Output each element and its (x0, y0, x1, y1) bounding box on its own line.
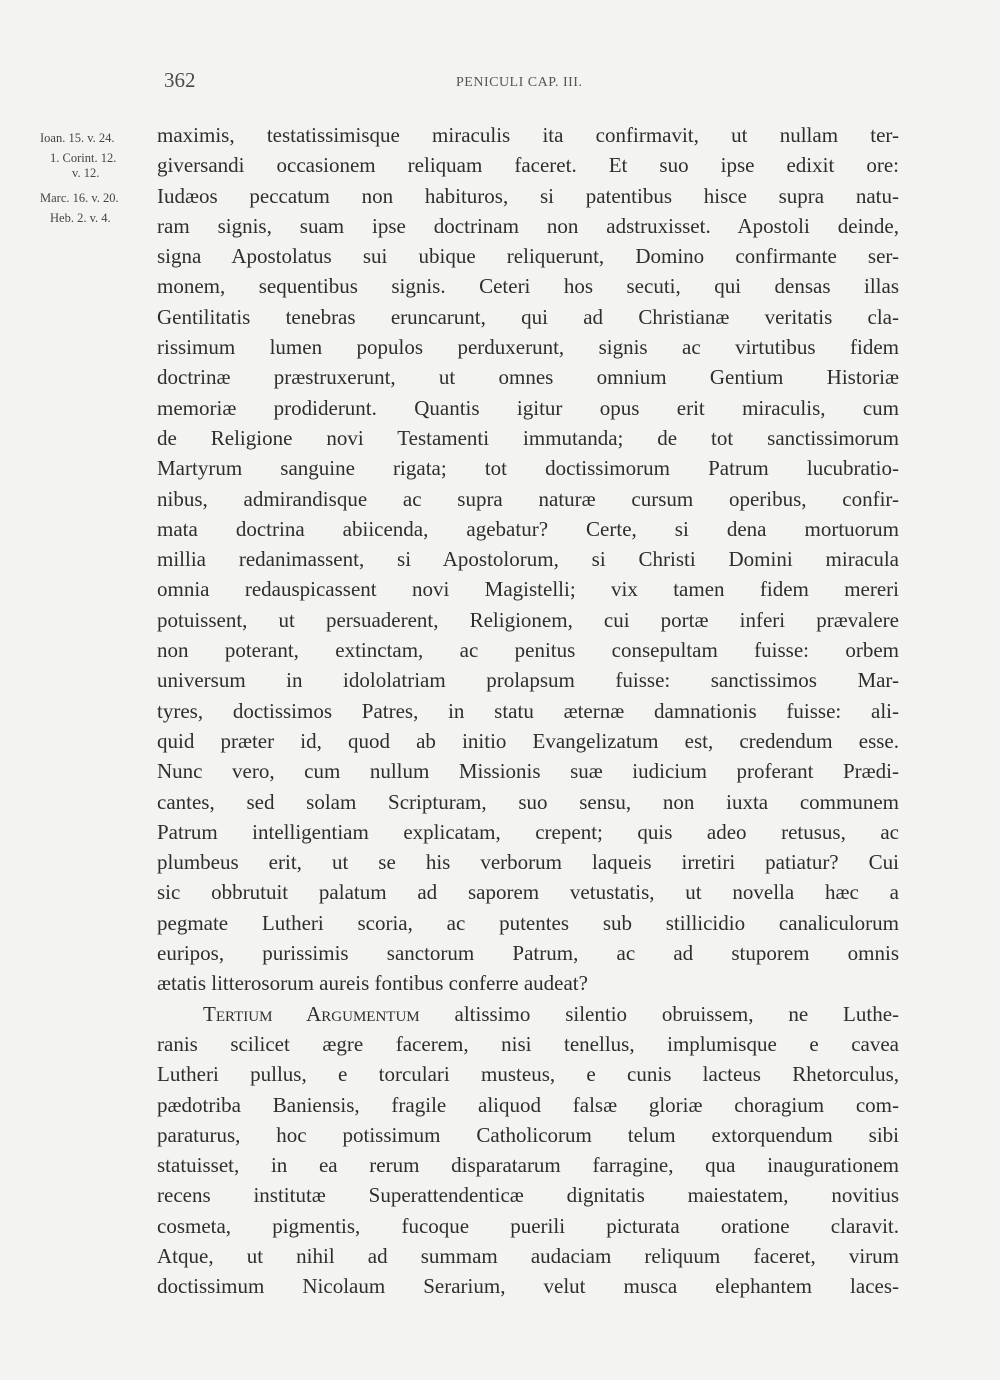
text-line: maximis, testatissimisque miraculis ita confirmavit, ut nullam ter- (157, 123, 899, 147)
text-line: omnia redauspicassent novi Magistelli; vix tamen fidem mereri (157, 577, 899, 602)
text-line: cantes, sed solam Scripturam, suo sensu, non iuxta communem (157, 789, 899, 814)
text-line: ætatis litterosorum aureis fontibus conferre audeat? (157, 971, 588, 996)
text-line: Atque, ut nihil ad summam audaciam reliquum faceret, virum (157, 1243, 899, 1268)
text-line: universum in idololatriam prolapsum fuisse: sanctissimos Mar- (157, 668, 899, 693)
paragraph-lead-smallcaps: Tertium Argumentum (203, 1001, 420, 1026)
marginal-note: Ioan. 15. v. 24. (40, 131, 115, 145)
body-text (157, 120, 899, 1302)
text-line: quid præter id, quod ab initio Evangelizatum est, credendum esse. (157, 728, 899, 753)
text-line: doctrinæ præstruxerunt, ut omnes omnium Gentium Historiæ (157, 365, 899, 390)
text-line: euripos, purissimis sanctorum Patrum, ac ad stuporem omnis (157, 941, 899, 966)
marginal-note: 1. Corint. 12. (50, 151, 117, 165)
text-line: cosmeta, pigmentis, fucoque puerili picturata oratione claravit. (157, 1213, 899, 1238)
text-line: Patrum intelligentiam explicatam, crepent; quis adeo retusus, ac (157, 819, 899, 844)
text-line: Martyrum sanguine rigata; tot doctissimorum Patrum lucubratio- (157, 456, 899, 481)
text-line: plumbeus erit, ut se his verborum laqueis irretiri patiatur? Cui (157, 850, 899, 875)
marginal-note: Heb. 2. v. 4. (50, 211, 111, 225)
text-line: Iudæos peccatum non habituros, si patentibus hisce supra natu- (157, 183, 899, 208)
text-line: tyres, doctissimos Patres, in statu æternæ damnationis fuisse: ali- (157, 698, 899, 723)
text-line: paraturus, hoc potissimum Catholicorum telum extorquendum sibi (157, 1122, 899, 1147)
page-number: 362 (164, 68, 196, 92)
text-line: recens institutæ Superattendenticæ dignitatis maiestatem, novitius (157, 1183, 899, 1208)
running-head: PENICULI CAP. III. (456, 75, 583, 90)
text-line: ranis scilicet ægre facerem, nisi tenellus, implumisque e cavea (157, 1031, 899, 1056)
marginal-note: v. 12. (72, 166, 100, 180)
text-line: Nunc vero, cum nullum Missionis suæ iudicium proferant Prædi- (157, 759, 899, 784)
text-line: signa Apostolatus sui ubique reliquerunt, Domino confirmante ser- (157, 244, 899, 269)
text-line: nibus, admirandisque ac supra naturæ cursum operibus, confir- (157, 486, 899, 511)
marginal-note: Marc. 16. v. 20. (40, 191, 119, 205)
text-line: pegmate Lutheri scoria, ac putentes sub stillicidio canaliculorum (157, 910, 899, 935)
text-fragment: altissimo silentio obruissem, ne Luthe- (454, 1001, 899, 1026)
paragraph-first-line (157, 999, 899, 1029)
text-line: millia redanimassent, si Apostolorum, si Christi Domini miracula (157, 547, 899, 572)
text-line: Lutheri pullus, e torculari musteus, e cunis lacteus Rhetorculus, (157, 1062, 899, 1087)
text-line: ram signis, suam ipse doctrinam non adstruxisset. Apostoli deinde, (157, 213, 899, 238)
text-line: sic obbrutuit palatum ad saporem vetustatis, ut novella hæc a (157, 880, 899, 905)
text-line: rissimum lumen populos perduxerunt, signis ac virtutibus fidem (157, 335, 899, 360)
text-line: potuissent, ut persuaderent, Religionem, cui portæ inferi prævalere (157, 607, 899, 632)
text-line: monem, sequentibus signis. Ceteri hos secuti, qui densas illas (157, 274, 899, 299)
text-line: pædotriba Baniensis, fragile aliquod falsæ gloriæ choragium com- (157, 1092, 899, 1117)
text-line: giversandi occasionem reliquam faceret. Et suo ipse edixit ore: (157, 153, 899, 178)
text-line: doctissimum Nicolaum Serarium, velut musca elephantem laces- (157, 1274, 899, 1299)
text-line: Gentilitatis tenebras eruncarunt, qui ad Christianæ veritatis cla- (157, 304, 899, 329)
text-line: mata doctrina abiicenda, agebatur? Certe, si dena mortuorum (157, 516, 899, 541)
text-line: statuisset, in ea rerum disparatarum farragine, qua inaugurationem (157, 1153, 899, 1178)
text-line: memoriæ prodiderunt. Quantis igitur opus erit miraculis, cum (157, 395, 899, 420)
text-line: non poterant, extinctam, ac penitus consepultam fuisse: orbem (157, 638, 899, 663)
text-line: de Religione novi Testamenti immutanda; de tot sanctissimorum (157, 425, 899, 450)
